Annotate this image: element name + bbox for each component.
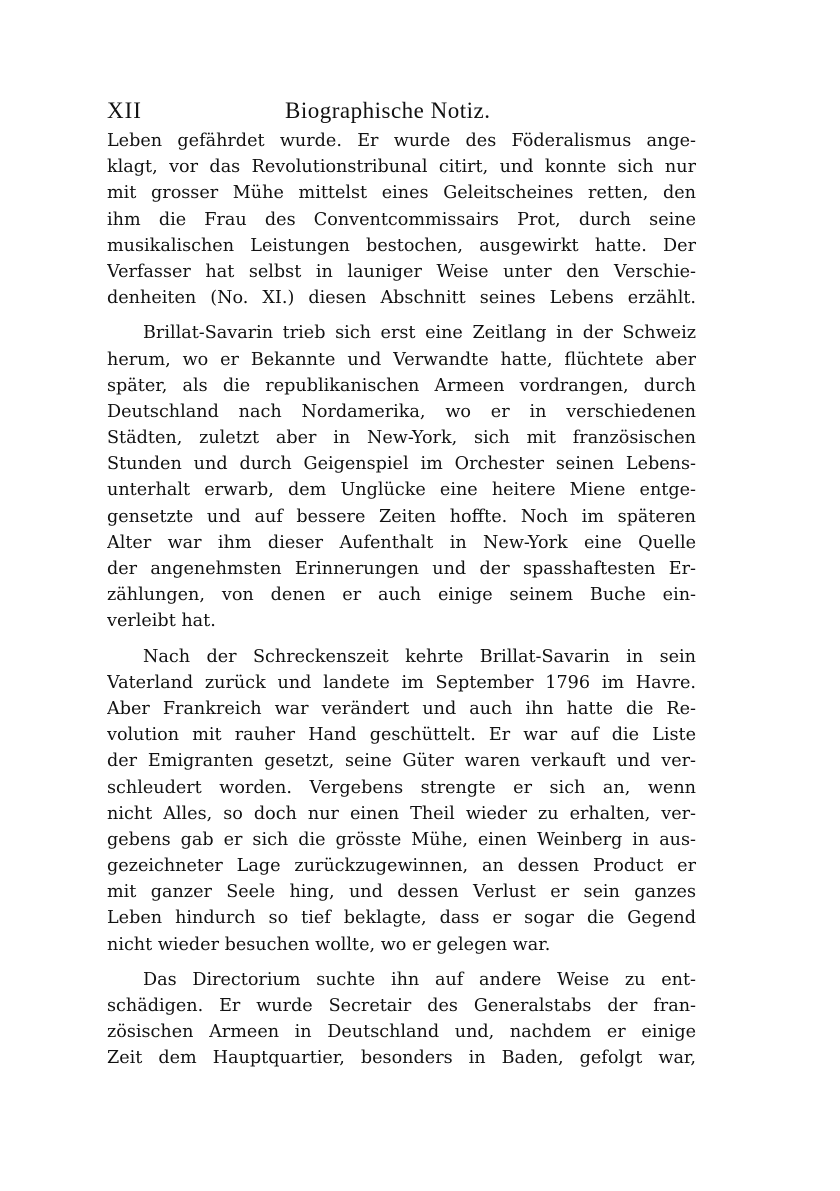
paragraph-2 <box>107 320 696 634</box>
text-line: schleudert worden. Vergebens strengte er sich an, wenn <box>107 777 696 798</box>
text-line: Deutschland nach Nordamerika, wo er in verschiedenen <box>107 401 696 422</box>
text-line: herum, wo er Bekannte und Verwandte hatte, flüchtete aber <box>107 349 696 370</box>
text-line: denheiten (No. XI.) diesen Abschnitt seines Lebens erzählt. <box>107 288 696 309</box>
running-title: Biographische Notiz. <box>285 98 491 123</box>
text-line: zösischen Armeen in Deutschland und, nachdem er einige <box>107 1022 696 1043</box>
text-line: verleibt hat. <box>107 611 216 632</box>
text-line: Stunden und durch Geigenspiel im Orchester seinen Lebens- <box>107 454 696 475</box>
text-line: später, als die republikanischen Armeen vordrangen, durch <box>107 375 696 396</box>
text-line: gebens gab er sich die grösste Mühe, einen Weinberg in aus- <box>107 829 696 850</box>
text-line: zählungen, von denen er auch einige seinem Buche ein- <box>107 585 696 606</box>
paragraph-1 <box>107 128 696 311</box>
text-line: Städten, zuletzt aber in New-York, sich mit französischen <box>107 428 696 449</box>
paragraph-gap <box>107 311 696 320</box>
paragraph-gap <box>107 635 696 644</box>
text-line: volution mit rauher Hand geschüttelt. Er war auf die Liste <box>107 725 696 746</box>
paragraph-gap <box>107 958 696 967</box>
page-body <box>107 128 696 1072</box>
text-line: nicht wieder besuchen wollte, wo er gelegen war. <box>107 934 551 955</box>
text-line: der Emigranten gesetzt, seine Güter waren verkauft und ver- <box>107 751 696 772</box>
text-line: Brillat-Savarin trieb sich erst eine Zeitlang in der Schweiz <box>143 323 696 344</box>
text-line: unterhalt erwarb, dem Unglücke eine heitere Miene entge- <box>107 480 696 501</box>
text-line: gensetzte und auf bessere Zeiten hoffte. Noch im späteren <box>107 506 696 527</box>
text-line: der angenehmsten Erinnerungen und der spasshaftesten Er- <box>107 559 696 579</box>
text-line: Alter war ihm dieser Aufenthalt in New-York eine Quelle <box>107 532 696 553</box>
text-line: schädigen. Er wurde Secretair des Generalstabs der fran- <box>107 996 696 1016</box>
text-line: nicht Alles, so doch nur einen Theil wieder zu erhalten, ver- <box>107 803 696 824</box>
text-line: Das Directorium suchte ihn auf andere Weise zu ent- <box>143 969 696 990</box>
paragraph-3 <box>107 644 696 958</box>
text-line: Zeit dem Hauptquartier, besonders in Baden, gefolgt war, <box>107 1048 696 1069</box>
text-line: mit ganzer Seele hing, und dessen Verlust er sein ganzes <box>107 882 696 903</box>
paragraph-4 <box>107 967 696 1072</box>
text-line: musikalischen Leistungen bestochen, ausgewirkt hatte. Der <box>107 235 696 256</box>
text-line: gezeichneter Lage zurückzugewinnen, an dessen Product er <box>107 856 696 877</box>
text-line: Nach der Schreckenszeit kehrte Brillat-Savarin in sein <box>143 646 696 667</box>
text-line: Aber Frankreich war verändert und auch ihn hatte die Re- <box>107 698 696 719</box>
text-line: Leben hindurch so tief beklagte, dass er sogar die Gegend <box>107 908 696 929</box>
text-line: Verfasser hat selbst in launiger Weise unter den Verschie- <box>107 261 696 282</box>
page-number: XII <box>107 98 142 123</box>
text-line: ihm die Frau des Conventcommissairs Prot, durch seine <box>107 209 696 230</box>
text-line: klagt, vor das Revolutionstribunal citirt, und konnte sich nur <box>107 157 696 178</box>
page-header <box>107 96 697 126</box>
text-line: Leben gefährdet wurde. Er wurde des Föderalismus ange- <box>107 131 696 151</box>
text-line: Vaterland zurück und landete im September 1796 im Havre. <box>107 672 696 693</box>
text-line: mit grosser Mühe mittelst eines Geleitscheines retten, den <box>107 183 696 204</box>
